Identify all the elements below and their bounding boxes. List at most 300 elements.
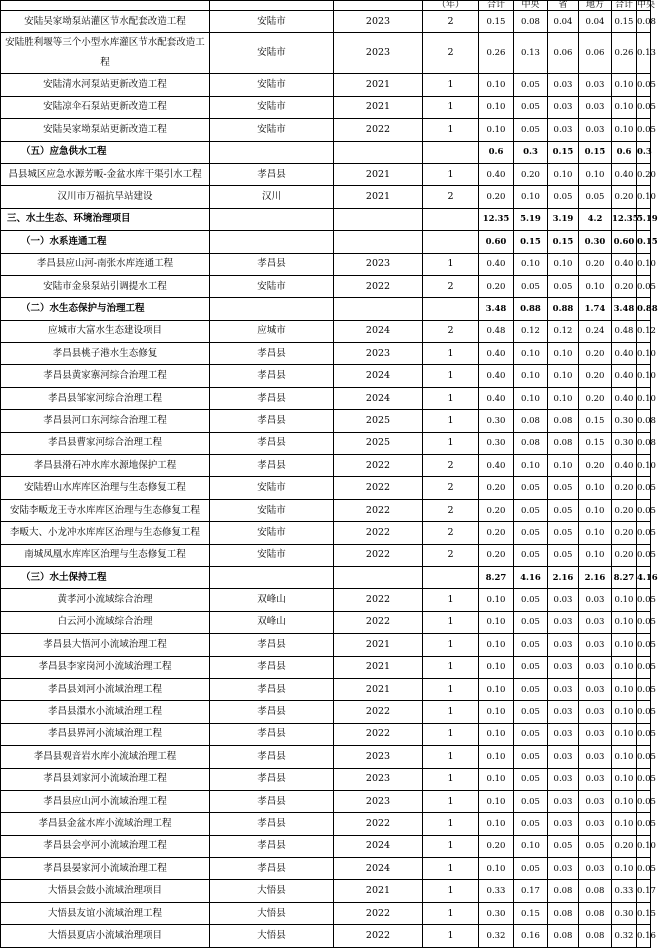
province-cell: 0.03 (548, 611, 579, 633)
province-cell: 0.15 (548, 141, 579, 163)
location-cell: 孝昌县 (210, 410, 334, 432)
table-row (1, 902, 651, 924)
year-cell: 2022 (334, 723, 423, 745)
province-cell: 0.08 (548, 902, 579, 924)
total2-cell: 0.10 (612, 678, 637, 700)
province-cell: 0.15 (548, 231, 579, 253)
province-cell: 0.05 (548, 499, 579, 521)
project-name: 孝昌县滑石冲水库水源地保护工程 (1, 455, 210, 477)
local-cell: 0.03 (579, 701, 612, 723)
location-cell: 孝昌县 (210, 365, 334, 387)
total2-cell: 0.10 (612, 813, 637, 835)
table-row (1, 253, 651, 275)
table-body (1, 0, 658, 948)
project-name: 孝昌县应山河小流域治理工程 (1, 790, 210, 812)
local-cell: 0.10 (579, 477, 612, 499)
table-row (1, 634, 651, 656)
total-cell: 0.48 (479, 320, 514, 342)
central2-cell: 0.05 (637, 678, 651, 700)
location-cell: 孝昌县 (210, 343, 334, 365)
location-cell: 孝昌县 (210, 835, 334, 857)
table-row (1, 11, 651, 33)
province-cell: 0.05 (548, 544, 579, 566)
year-cell: 2022 (334, 589, 423, 611)
local-cell: 0.03 (579, 634, 612, 656)
central-cell: 0.12 (514, 320, 548, 342)
year-cell: 2024 (334, 835, 423, 857)
central-cell: 0.10 (514, 186, 548, 208)
central2-cell: 0.08 (637, 432, 651, 454)
location-cell: 孝昌县 (210, 656, 334, 678)
header-years: （年） (423, 1, 479, 11)
year-cell (334, 566, 423, 588)
total-cell: 0.40 (479, 365, 514, 387)
year-cell: 2021 (334, 96, 423, 118)
location-cell: 孝昌县 (210, 253, 334, 275)
year-cell (334, 208, 423, 230)
province-cell: 0.03 (548, 678, 579, 700)
local-cell: 0.03 (579, 589, 612, 611)
project-name: 孝昌县会亭河小流域治理工程 (1, 835, 210, 857)
duration-cell: 1 (423, 611, 479, 633)
central2-cell: 0.05 (637, 701, 651, 723)
local-cell: 0.20 (579, 253, 612, 275)
year-cell (334, 141, 423, 163)
central-cell: 0.10 (514, 387, 548, 409)
province-cell: 0.03 (548, 723, 579, 745)
table-row (1, 119, 651, 141)
header-cell (210, 1, 334, 11)
year-cell: 2022 (334, 499, 423, 521)
project-name: 孝昌县观音岩水库小流域治理工程 (1, 746, 210, 768)
local-cell: 0.08 (579, 880, 612, 902)
total-cell: 0.6 (479, 141, 514, 163)
duration-cell: 1 (423, 163, 479, 185)
duration-cell: 2 (423, 33, 479, 74)
central2-cell: 0.15 (637, 902, 651, 924)
duration-cell: 1 (423, 410, 479, 432)
province-cell: 0.10 (548, 387, 579, 409)
province-cell: 0.03 (548, 656, 579, 678)
total2-cell: 0.6 (612, 141, 637, 163)
total-cell: 0.20 (479, 522, 514, 544)
total-cell: 8.27 (479, 566, 514, 588)
table-row (1, 768, 651, 790)
table-row (1, 432, 651, 454)
central-cell: 0.3 (514, 141, 548, 163)
duration-cell: 2 (423, 186, 479, 208)
province-cell: 0.03 (548, 701, 579, 723)
duration-cell: 1 (423, 701, 479, 723)
year-cell: 2023 (334, 746, 423, 768)
year-cell: 2023 (334, 343, 423, 365)
total2-cell: 0.20 (612, 522, 637, 544)
total-cell: 0.33 (479, 880, 514, 902)
table-row (1, 701, 651, 723)
central-cell: 0.15 (514, 902, 548, 924)
central2-cell: 0.17 (637, 880, 651, 902)
central-cell: 0.05 (514, 275, 548, 297)
duration-cell: 2 (423, 275, 479, 297)
province-cell: 0.03 (548, 96, 579, 118)
central-cell: 0.05 (514, 544, 548, 566)
total-cell: 0.10 (479, 790, 514, 812)
project-name: 南城凤凰水库库区治理与生态修复工程 (1, 544, 210, 566)
local-cell: 0.05 (579, 835, 612, 857)
central2-cell: 0.05 (637, 74, 651, 96)
table-row (1, 858, 651, 880)
total-cell: 0.10 (479, 656, 514, 678)
central-cell: 0.05 (514, 522, 548, 544)
location-cell: 安陆市 (210, 522, 334, 544)
total-cell: 0.10 (479, 768, 514, 790)
total-cell: 0.30 (479, 410, 514, 432)
central-cell: 0.05 (514, 746, 548, 768)
local-cell: 0.15 (579, 432, 612, 454)
central2-cell: 0.05 (637, 656, 651, 678)
central2-cell: 0.20 (637, 163, 651, 185)
location-cell: 安陆市 (210, 544, 334, 566)
year-cell: 2023 (334, 790, 423, 812)
total2-cell: 0.32 (612, 925, 637, 947)
province-cell: 0.05 (548, 522, 579, 544)
province-cell: 0.03 (548, 74, 579, 96)
province-cell: 0.88 (548, 298, 579, 320)
local-cell: 0.03 (579, 656, 612, 678)
total2-cell: 0.30 (612, 410, 637, 432)
year-cell: 2025 (334, 410, 423, 432)
year-cell: 2024 (334, 365, 423, 387)
total2-cell: 0.26 (612, 33, 637, 74)
duration-cell: 1 (423, 835, 479, 857)
table-row (1, 186, 651, 208)
project-name: 孝昌县桃子港水生态修复 (1, 343, 210, 365)
table-row (1, 835, 651, 857)
location-cell: 孝昌县 (210, 432, 334, 454)
total2-cell: 0.20 (612, 544, 637, 566)
year-cell: 2022 (334, 477, 423, 499)
province-cell: 0.10 (548, 455, 579, 477)
central-cell: 0.20 (514, 163, 548, 185)
year-cell: 2024 (334, 387, 423, 409)
table-row (1, 499, 651, 521)
location-cell: 孝昌县 (210, 746, 334, 768)
year-cell: 2022 (334, 701, 423, 723)
location-cell (210, 298, 334, 320)
project-name: 李畈大、小龙冲水库库区治理与生态修复工程 (1, 522, 210, 544)
table-row (1, 544, 651, 566)
section-name: （五）应急供水工程 (1, 141, 210, 163)
central-cell: 0.05 (514, 858, 548, 880)
year-cell: 2021 (334, 880, 423, 902)
duration-cell (423, 298, 479, 320)
duration-cell: 1 (423, 432, 479, 454)
local-cell: 2.16 (579, 566, 612, 588)
total2-cell: 0.33 (612, 880, 637, 902)
total-cell: 0.20 (479, 275, 514, 297)
section-row (1, 298, 651, 320)
province-cell: 0.03 (548, 119, 579, 141)
local-cell: 0.10 (579, 163, 612, 185)
central-cell: 0.05 (514, 790, 548, 812)
local-cell: 0.06 (579, 33, 612, 74)
project-name: 孝昌县界河小流域治理工程 (1, 723, 210, 745)
total2-cell: 0.10 (612, 119, 637, 141)
year-cell: 2022 (334, 544, 423, 566)
total2-cell: 0.40 (612, 163, 637, 185)
total2-cell: 8.27 (612, 566, 637, 588)
table-row (1, 880, 651, 902)
local-cell: 0.04 (579, 11, 612, 33)
year-cell: 2023 (334, 33, 423, 74)
total-cell: 0.60 (479, 231, 514, 253)
duration-cell: 1 (423, 723, 479, 745)
central2-cell: 0.10 (637, 365, 651, 387)
total2-cell: 0.10 (612, 858, 637, 880)
central-cell: 0.10 (514, 343, 548, 365)
central2-cell: 0.10 (637, 387, 651, 409)
section-row (1, 566, 651, 588)
local-cell: 0.03 (579, 768, 612, 790)
duration-cell: 2 (423, 11, 479, 33)
project-name: 孝昌县河口东河综合治理工程 (1, 410, 210, 432)
total-cell: 0.30 (479, 432, 514, 454)
year-cell: 2021 (334, 74, 423, 96)
project-name: 大悟县夏店小流域治理项目 (1, 925, 210, 947)
central-cell: 0.05 (514, 477, 548, 499)
province-cell: 0.10 (548, 163, 579, 185)
province-cell: 0.10 (548, 365, 579, 387)
section-row (1, 208, 651, 230)
total2-cell: 0.40 (612, 343, 637, 365)
central-cell: 0.08 (514, 410, 548, 432)
project-name: 孝昌县大悟河小流域治理工程 (1, 634, 210, 656)
duration-cell: 1 (423, 74, 479, 96)
province-cell: 2.16 (548, 566, 579, 588)
central-cell: 0.05 (514, 813, 548, 835)
project-name: 安陆市金泉泵站引调提水工程 (1, 275, 210, 297)
header-total2: 合计 (612, 1, 637, 11)
central2-cell: 0.10 (637, 253, 651, 275)
total2-cell: 0.20 (612, 186, 637, 208)
location-cell: 安陆市 (210, 74, 334, 96)
total-cell: 0.10 (479, 119, 514, 141)
table-row (1, 410, 651, 432)
year-cell: 2023 (334, 11, 423, 33)
total-cell: 0.40 (479, 455, 514, 477)
location-cell: 孝昌县 (210, 858, 334, 880)
table-row (1, 589, 651, 611)
central-cell: 0.05 (514, 768, 548, 790)
total-cell: 0.30 (479, 902, 514, 924)
year-cell: 2022 (334, 925, 423, 947)
local-cell: 0.03 (579, 858, 612, 880)
project-name: 孝昌县黄家寨河综合治理工程 (1, 365, 210, 387)
province-cell: 3.19 (548, 208, 579, 230)
central2-cell: 0.05 (637, 589, 651, 611)
local-cell: 0.20 (579, 343, 612, 365)
local-cell: 0.08 (579, 925, 612, 947)
central2-cell: 0.05 (637, 634, 651, 656)
year-cell (334, 298, 423, 320)
province-cell: 0.03 (548, 746, 579, 768)
local-cell: 0.10 (579, 499, 612, 521)
year-cell: 2024 (334, 858, 423, 880)
table-row (1, 611, 651, 633)
province-cell: 0.05 (548, 186, 579, 208)
local-cell: 0.03 (579, 74, 612, 96)
year-cell: 2022 (334, 813, 423, 835)
local-cell: 0.20 (579, 387, 612, 409)
table-row (1, 343, 651, 365)
location-cell (210, 231, 334, 253)
local-cell: 0.05 (579, 186, 612, 208)
location-cell: 安陆市 (210, 96, 334, 118)
duration-cell: 1 (423, 343, 479, 365)
duration-cell: 1 (423, 589, 479, 611)
location-cell: 大悟县 (210, 925, 334, 947)
duration-cell: 1 (423, 656, 479, 678)
location-cell: 孝昌县 (210, 455, 334, 477)
duration-cell: 1 (423, 365, 479, 387)
location-cell: 汉川 (210, 186, 334, 208)
table-row (1, 678, 651, 700)
local-cell: 0.03 (579, 813, 612, 835)
header-local: 地方 (579, 1, 612, 11)
central2-cell: 0.05 (637, 858, 651, 880)
year-cell: 2022 (334, 455, 423, 477)
year-cell: 2025 (334, 432, 423, 454)
location-cell: 安陆市 (210, 119, 334, 141)
total2-cell: 0.15 (612, 11, 637, 33)
total-cell: 0.10 (479, 813, 514, 835)
header-cell (1, 1, 210, 11)
central2-cell: 4.16 (637, 566, 651, 588)
project-name: 安陆吴家坳泵站灌区节水配套改造工程 (1, 11, 210, 33)
central2-cell: 0.10 (637, 186, 651, 208)
central-cell: 5.19 (514, 208, 548, 230)
year-cell: 2022 (334, 119, 423, 141)
central2-cell: 0.05 (637, 96, 651, 118)
local-cell: 0.03 (579, 790, 612, 812)
location-cell: 安陆市 (210, 33, 334, 74)
header-central: 中央 (514, 1, 548, 11)
total-cell: 0.40 (479, 253, 514, 275)
year-cell (334, 231, 423, 253)
header-central2: 中央 (637, 0, 656, 10)
project-name: 黄孝河小流域综合治理 (1, 589, 210, 611)
central-cell: 0.05 (514, 611, 548, 633)
central-cell: 0.05 (514, 119, 548, 141)
table-row (1, 320, 651, 342)
province-cell: 0.03 (548, 858, 579, 880)
total-cell: 0.32 (479, 925, 514, 947)
total-cell: 0.10 (479, 746, 514, 768)
section-name: （三）水土保持工程 (1, 566, 210, 588)
total-cell: 0.20 (479, 835, 514, 857)
location-cell: 孝昌县 (210, 387, 334, 409)
table-row (1, 455, 651, 477)
central2-cell: 0.08 (637, 410, 651, 432)
project-name: 应城市大富水生态建设项目 (1, 320, 210, 342)
project-name: 安陆清水河泵站更新改造工程 (1, 74, 210, 96)
duration-cell: 1 (423, 790, 479, 812)
local-cell: 0.08 (579, 902, 612, 924)
location-cell: 安陆市 (210, 477, 334, 499)
central2-cell: 0.05 (637, 477, 651, 499)
duration-cell: 1 (423, 96, 479, 118)
central2-cell: 0.05 (637, 746, 651, 768)
year-cell: 2023 (334, 253, 423, 275)
table-row (1, 746, 651, 768)
central-cell: 0.08 (514, 432, 548, 454)
local-cell: 0.03 (579, 723, 612, 745)
total-cell: 0.20 (479, 499, 514, 521)
central2-cell: 0.05 (637, 813, 651, 835)
central2-cell: 0.3 (637, 141, 651, 163)
central-cell: 0.05 (514, 74, 548, 96)
total-cell: 0.10 (479, 634, 514, 656)
year-cell: 2021 (334, 186, 423, 208)
location-cell: 大悟县 (210, 902, 334, 924)
total-cell: 0.20 (479, 186, 514, 208)
project-name: 安陆吴家坳泵站更新改造工程 (1, 119, 210, 141)
province-cell: 0.08 (548, 432, 579, 454)
project-name: 孝昌县邹家河综合治理工程 (1, 387, 210, 409)
central-cell: 0.10 (514, 253, 548, 275)
local-cell: 0.03 (579, 96, 612, 118)
central2-cell: 0.05 (637, 768, 651, 790)
project-name: 白云河小流域综合治理 (1, 611, 210, 633)
project-name: 汉川市万福抗旱站建设 (1, 186, 210, 208)
total-cell: 0.10 (479, 611, 514, 633)
duration-cell: 1 (423, 858, 479, 880)
section-name: （二）水生态保护与治理工程 (1, 298, 210, 320)
province-cell: 0.03 (548, 634, 579, 656)
duration-cell: 1 (423, 813, 479, 835)
province-cell: 0.10 (548, 253, 579, 275)
location-cell: 孝昌县 (210, 678, 334, 700)
central-cell: 0.08 (514, 11, 548, 33)
year-cell: 2021 (334, 634, 423, 656)
duration-cell: 1 (423, 902, 479, 924)
project-name: 孝昌县应山河-南张水库连通工程 (1, 253, 210, 275)
local-cell: 0.03 (579, 678, 612, 700)
total-cell: 3.48 (479, 298, 514, 320)
central2-cell: 0.05 (637, 544, 651, 566)
central-cell: 0.05 (514, 96, 548, 118)
duration-cell: 1 (423, 253, 479, 275)
total2-cell: 0.20 (612, 477, 637, 499)
project-name: 孝昌县澴水小流域治理工程 (1, 701, 210, 723)
duration-cell: 1 (423, 746, 479, 768)
section-row (1, 141, 651, 163)
duration-cell (423, 231, 479, 253)
total2-cell: 0.40 (612, 365, 637, 387)
project-name: 孝昌县刘家河小流域治理工程 (1, 768, 210, 790)
duration-cell: 1 (423, 634, 479, 656)
central2-cell: 0.88 (637, 298, 651, 320)
table-row (1, 522, 651, 544)
total2-cell: 0.30 (612, 432, 637, 454)
year-cell: 2021 (334, 163, 423, 185)
central2-cell: 0.10 (637, 343, 651, 365)
location-cell: 孝昌县 (210, 768, 334, 790)
duration-cell: 2 (423, 477, 479, 499)
local-cell: 0.03 (579, 611, 612, 633)
table-row (1, 387, 651, 409)
central-cell: 0.05 (514, 656, 548, 678)
